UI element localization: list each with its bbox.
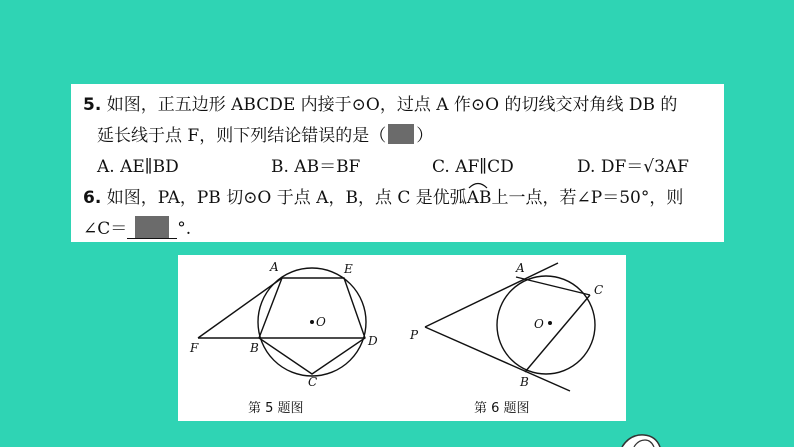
fig5-label-a: A [270,260,279,274]
q5-option-c[interactable]: C. AF∥CD [432,157,514,177]
fig5-label-f: F [190,341,199,355]
q5-answer-box[interactable] [388,124,414,144]
fig6-center-dot [548,321,552,325]
q6-answer-blank[interactable] [127,216,177,239]
fig6-tangent-pb [425,327,570,391]
q5-number: 5. [83,95,102,115]
figure-5 [198,268,366,376]
q6-arc-label: AB [466,188,492,208]
q5-option-b[interactable]: B. AB＝BF [271,157,361,177]
fig5-pentagon [259,278,365,374]
fig5-center-dot [310,320,314,324]
q6-arc-ab [467,183,492,214]
fig6-caption: 第 6 题图 [474,401,530,416]
fig6-label-p: P [410,328,419,342]
fig6-chord-ac [516,277,590,295]
figure-6 [425,263,595,391]
fig5-label-o: O [316,315,326,329]
q6-answer-box [135,216,169,238]
q6-text-line1b: 上一点，若∠P＝50°，则 [491,188,684,208]
fig6-label-c: C [594,283,604,297]
fig6-circle [497,276,595,374]
q6-line2 [83,214,714,245]
corner-decoration-icon [618,432,678,447]
q6-number: 6. [83,188,102,208]
fig5-label-d: D [368,334,378,348]
figure-panel [178,255,626,421]
q5-text-line2: 延长线于点 F，则下列结论错误的是（ [97,126,387,146]
q5-options [83,152,714,183]
q6-text-line2a: ∠C＝ [83,219,128,239]
fig5-label-e: E [344,262,353,276]
q5-text-line1: 如图，正五边形 ABCDE 内接于⊙O，过点 A 作⊙O 的切线交对角线 DB 的 [106,95,678,115]
q6-text-line2b: °. [177,219,192,239]
fig5-caption: 第 5 题图 [248,401,304,416]
q5-line2 [83,121,714,152]
arc-mark-icon [468,181,488,189]
figures-svg [178,255,626,421]
q5-option-a[interactable]: A. AE∥BD [97,157,179,177]
q5-option-d[interactable]: D. DF＝√3AF [577,157,689,177]
question-panel [71,84,724,242]
fig6-label-b: B [520,375,529,389]
fig6-label-o: O [534,317,544,331]
fig5-label-b: B [250,341,259,355]
q5-text-paren: ） [416,126,434,146]
fig5-tangent-af [198,278,282,338]
q6-text-line1a: 如图，PA，PB 切⊙O 于点 A，B，点 C 是优弧 [106,188,467,208]
q5-line1 [83,90,714,121]
q6-line1 [83,183,714,214]
fig6-label-a: A [516,261,525,275]
fig5-label-c: C [308,375,318,389]
